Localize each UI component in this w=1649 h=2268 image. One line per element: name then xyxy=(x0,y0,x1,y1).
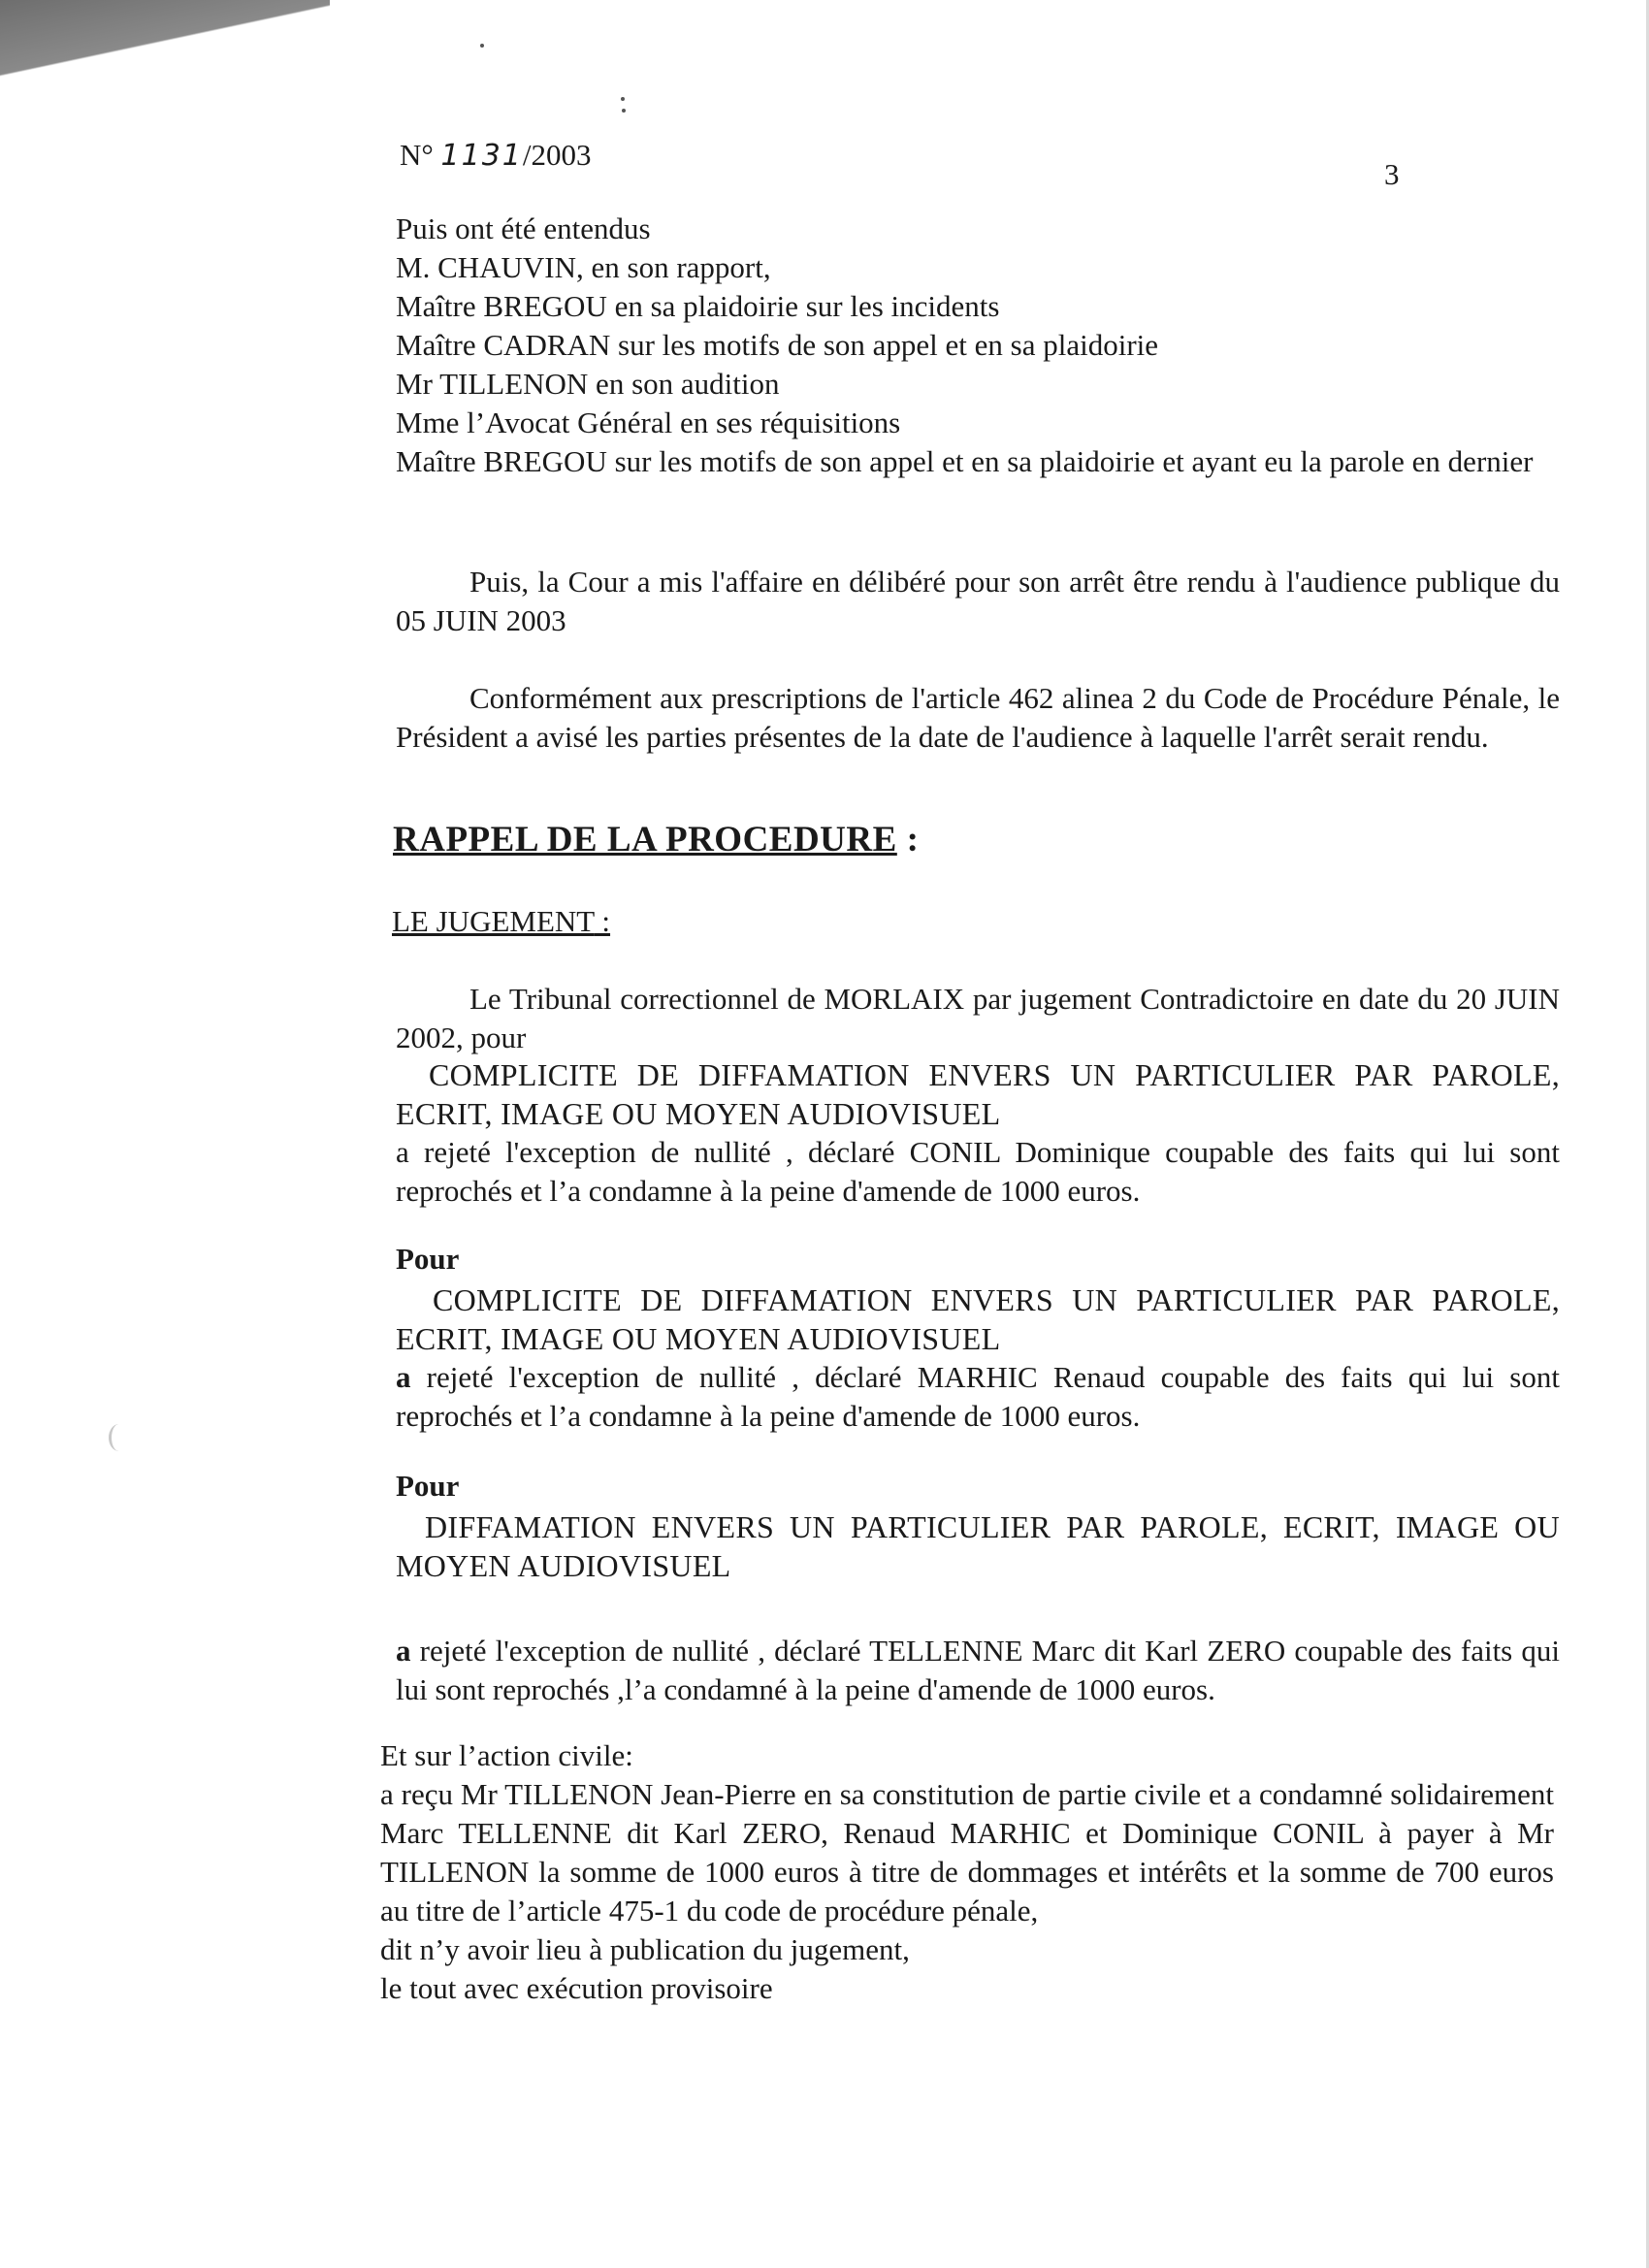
hearing-list xyxy=(396,210,1560,481)
ruling-1 xyxy=(396,1133,1560,1211)
charge-3 xyxy=(396,1507,1560,1585)
hearing-line: M. CHAUVIN, en son rapport, xyxy=(396,250,771,284)
ruling-3 xyxy=(396,1632,1560,1709)
charge-text: DIFFAMATION ENVERS UN PARTICULIER PAR PAROLE, ECRIT, IMAGE OU MOYEN AUDIOVISUEL xyxy=(396,1509,1560,1583)
hearing-line: Mr TILLENON en son audition xyxy=(396,367,780,401)
execution-line: le tout avec exécution provisoire xyxy=(380,1971,773,2005)
civil-heading: Et sur l’action civile: xyxy=(380,1738,633,1772)
deliberation-text: Puis, la Cour a mis l'affaire en délibéré pour son arrêt être rendu à l'audience publique du 05 JUIN 2003 xyxy=(396,565,1560,637)
scan-speck xyxy=(480,44,484,48)
judgment-heading: LE JUGEMENT : xyxy=(392,904,611,938)
ruling-text: a rejeté l'exception de nullité , déclaré MARHIC Renaud coupable des faits qui lui sont reprochés et l’a condamne à la peine d'amende de 1000 euros. xyxy=(396,1360,1560,1433)
judgment-intro-text: Le Tribunal correctionnel de MORLAIX par jugement Contradictoire en date du 20 JUIN 2002, pour xyxy=(396,982,1560,1054)
page-number: 3 xyxy=(1384,157,1400,191)
charge-1 xyxy=(396,1055,1560,1133)
ruling-2 xyxy=(396,1358,1560,1436)
ref-prefix: N° xyxy=(400,138,434,172)
ruling-text: a rejeté l'exception de nullité , déclaré CONIL Dominique coupable des faits qui lui sont reprochés et l’a condamne à la peine d'amende de 1000 euros. xyxy=(396,1135,1560,1208)
procedure-heading: RAPPEL DE LA PROCEDURE : xyxy=(393,820,920,859)
ref-handwritten-number: 1131 xyxy=(440,139,523,173)
deliberation-paragraph xyxy=(396,563,1560,640)
charge-text: COMPLICITE DE DIFFAMATION ENVERS UN PARTICULIER PAR PAROLE, ECRIT, IMAGE OU MOYEN AUDIOVISUEL xyxy=(396,1282,1560,1356)
notice-text: Conformément aux prescriptions de l'article 462 alinea 2 du Code de Procédure Pénale, le Président a avisé les parties présentes de la date de l'audience à laquelle l'arrêt serait rendu. xyxy=(396,681,1560,754)
civil-ruling: a reçu Mr TILLENON Jean-Pierre en sa constitution de partie civile et a condamné solidairement Marc TELLENNE dit Karl ZERO, Renaud MARHIC et Dominique CONIL à payer à Mr TILLENON la somme de 1000 euros à titre de dommages et intérêts et la somme de 700 euros au titre de l’article 475-1 du code de procédure pénale, xyxy=(380,1777,1554,1928)
pour-label: Pour xyxy=(396,1469,460,1503)
scan-speck xyxy=(622,109,626,113)
judgment-intro xyxy=(396,980,1560,1057)
notice-paragraph xyxy=(396,679,1560,757)
ref-year: /2003 xyxy=(522,138,592,172)
publication-line: dit n’y avoir lieu à publication du jugement, xyxy=(380,1932,910,1966)
hearing-line: Maître BREGOU en sa plaidoirie sur les incidents xyxy=(396,289,1000,323)
ruling-text: a rejeté l'exception de nullité , déclaré TELLENNE Marc dit Karl ZERO coupable des faits qui lui sont reprochés ,l’a condamné à la peine d'amende de 1000 euros. xyxy=(396,1634,1560,1706)
hearing-line: Puis ont été entendus xyxy=(396,211,651,245)
case-reference xyxy=(400,136,592,176)
civil-action xyxy=(380,1736,1554,2008)
margin-mark xyxy=(109,1424,129,1451)
hearing-line: Maître BREGOU sur les motifs de son appel et en sa plaidoirie et ayant eu la parole en dernier xyxy=(396,444,1534,478)
pour-2 xyxy=(396,1240,1560,1279)
hearing-line: Maître CADRAN sur les motifs de son appel et en sa plaidoirie xyxy=(396,328,1159,362)
charge-2 xyxy=(396,1280,1560,1358)
pour-label: Pour xyxy=(396,1242,460,1276)
hearing-line: Mme l’Avocat Général en ses réquisitions xyxy=(396,405,901,439)
charge-text: COMPLICITE DE DIFFAMATION ENVERS UN PARTICULIER PAR PAROLE, ECRIT, IMAGE OU MOYEN AUDIOVISUEL xyxy=(396,1057,1560,1131)
folded-corner-shadow xyxy=(0,0,330,116)
scan-speck xyxy=(621,97,625,101)
pour-3 xyxy=(396,1467,1560,1506)
